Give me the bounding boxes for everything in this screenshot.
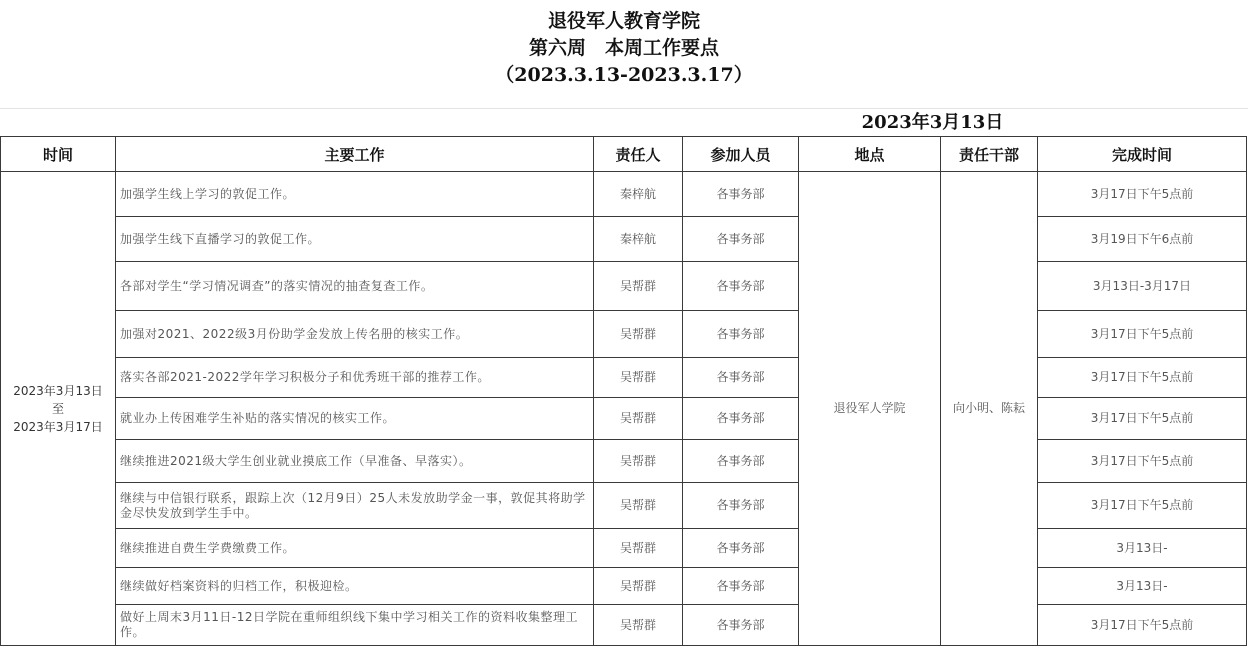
participants-cell: 各事务部 bbox=[683, 217, 799, 262]
task-cell: 加强对2021、2022级3月份助学金发放上传名册的核实工作。 bbox=[116, 311, 594, 358]
column-header-task: 主要工作 bbox=[116, 137, 594, 172]
table-row bbox=[1, 483, 1247, 529]
owner-cell: 吴帮群 bbox=[594, 262, 683, 311]
title-block bbox=[0, 8, 1248, 89]
column-header-owner: 责任人 bbox=[594, 137, 683, 172]
period-end: 2023年3月17日 bbox=[13, 419, 103, 434]
participants-cell: 各事务部 bbox=[683, 568, 799, 605]
participants-cell: 各事务部 bbox=[683, 172, 799, 217]
owner-cell: 吴帮群 bbox=[594, 483, 683, 529]
participants-cell: 各事务部 bbox=[683, 398, 799, 440]
owner-cell: 吴帮群 bbox=[594, 568, 683, 605]
owner-cell: 吴帮群 bbox=[594, 529, 683, 568]
task-cell: 加强学生线上学习的敦促工作。 bbox=[116, 172, 594, 217]
table-row bbox=[1, 311, 1247, 358]
participants-cell: 各事务部 bbox=[683, 311, 799, 358]
participants-cell: 各事务部 bbox=[683, 440, 799, 483]
deadline-cell: 3月17日下午5点前 bbox=[1038, 311, 1247, 358]
deadline-cell: 3月17日下午5点前 bbox=[1038, 172, 1247, 217]
work-plan-table bbox=[0, 136, 1247, 646]
owner-cell: 吴帮群 bbox=[594, 440, 683, 483]
time-period-cell bbox=[1, 172, 116, 646]
task-cell: 做好上周末3月11日-12日学院在重师组织线下集中学习相关工作的资料收集整理工作。 bbox=[116, 605, 594, 646]
owner-cell: 吴帮群 bbox=[594, 398, 683, 440]
task-cell: 继续推进自费生学费缴费工作。 bbox=[116, 529, 594, 568]
task-cell: 落实各部2021-2022学年学习积极分子和优秀班干部的推荐工作。 bbox=[116, 358, 594, 398]
college-title: 退役军人教育学院 bbox=[547, 10, 700, 32]
participants-cell: 各事务部 bbox=[683, 529, 799, 568]
table-row bbox=[1, 568, 1247, 605]
owner-cell: 秦梓航 bbox=[594, 172, 683, 217]
participants-cell: 各事务部 bbox=[683, 483, 799, 529]
deadline-cell: 3月17日下午5点前 bbox=[1038, 398, 1247, 440]
table-header-row bbox=[1, 137, 1247, 172]
period-start: 2023年3月13日 bbox=[13, 383, 103, 398]
header-divider bbox=[0, 108, 1248, 109]
owner-cell: 吴帮群 bbox=[594, 311, 683, 358]
deadline-cell: 3月13日- bbox=[1038, 529, 1247, 568]
task-cell: 就业办上传困难学生补贴的落实情况的核实工作。 bbox=[116, 398, 594, 440]
deadline-cell: 3月19日下午6点前 bbox=[1038, 217, 1247, 262]
cadre-cell: 向小明、陈耘 bbox=[941, 172, 1038, 646]
table-row bbox=[1, 262, 1247, 311]
date-range: （2023.3.13-2023.3.17） bbox=[495, 64, 753, 86]
column-header-time: 时间 bbox=[1, 137, 116, 172]
deadline-cell: 3月17日下午5点前 bbox=[1038, 483, 1247, 529]
owner-cell: 吴帮群 bbox=[594, 358, 683, 398]
deadline-cell: 3月17日下午5点前 bbox=[1038, 440, 1247, 483]
owner-cell: 吴帮群 bbox=[594, 605, 683, 646]
task-cell: 加强学生线下直播学习的敦促工作。 bbox=[116, 217, 594, 262]
table-row bbox=[1, 440, 1247, 483]
column-header-participants: 参加人员 bbox=[683, 137, 799, 172]
participants-cell: 各事务部 bbox=[683, 262, 799, 311]
task-cell: 继续推进2021级大学生创业就业摸底工作（早准备、早落实）。 bbox=[116, 440, 594, 483]
location-cell: 退役军人学院 bbox=[799, 172, 941, 646]
period-separator: 至 bbox=[51, 401, 64, 416]
column-header-cadre: 责任干部 bbox=[941, 137, 1038, 172]
report-date: 2023年3月13日 bbox=[861, 112, 1004, 133]
table-row bbox=[1, 172, 1247, 217]
task-cell: 各部对学生“学习情况调查”的落实情况的抽查复查工作。 bbox=[116, 262, 594, 311]
table-row bbox=[1, 358, 1247, 398]
task-cell: 继续做好档案资料的归档工作，积极迎检。 bbox=[116, 568, 594, 605]
deadline-cell: 3月13日- bbox=[1038, 568, 1247, 605]
participants-cell: 各事务部 bbox=[683, 605, 799, 646]
deadline-cell: 3月17日下午5点前 bbox=[1038, 358, 1247, 398]
table-row bbox=[1, 529, 1247, 568]
deadline-cell: 3月17日下午5点前 bbox=[1038, 605, 1247, 646]
deadline-cell: 3月13日-3月17日 bbox=[1038, 262, 1247, 311]
column-header-deadline: 完成时间 bbox=[1038, 137, 1247, 172]
participants-cell: 各事务部 bbox=[683, 358, 799, 398]
table-row bbox=[1, 398, 1247, 440]
owner-cell: 秦梓航 bbox=[594, 217, 683, 262]
task-cell: 继续与中信银行联系，跟踪上次（12月9日）25人未发放助学金一事，敦促其将助学金尽快发放到学生手中。 bbox=[116, 483, 594, 529]
table-row bbox=[1, 605, 1247, 646]
table-row bbox=[1, 217, 1247, 262]
column-header-location: 地点 bbox=[799, 137, 941, 172]
week-title: 第六周 本周工作要点 bbox=[528, 37, 719, 59]
